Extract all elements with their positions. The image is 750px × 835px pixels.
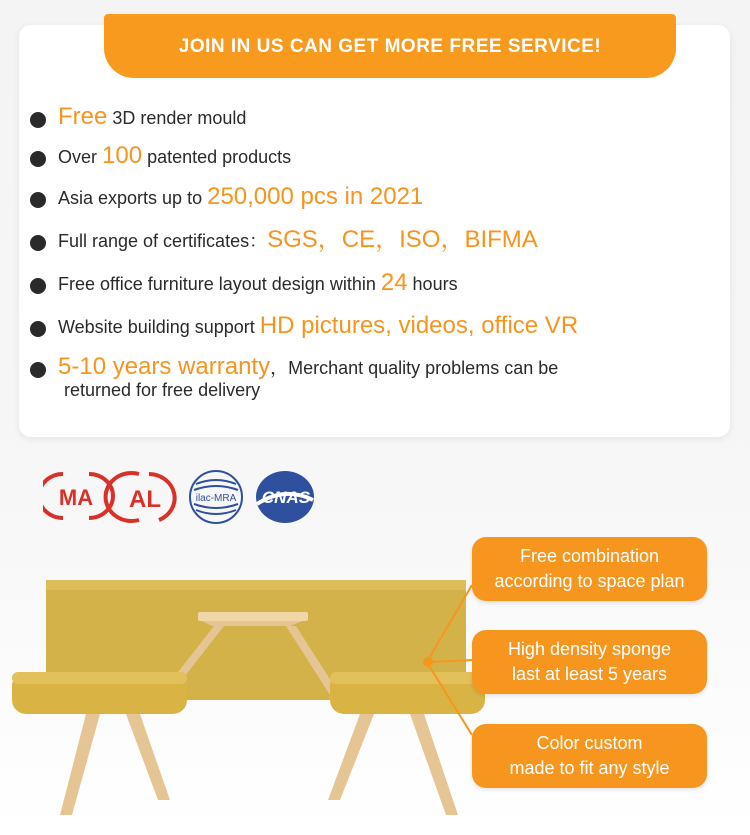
callout-color: Color custom made to fit any style [472, 724, 707, 788]
callout-sponge: High density sponge last at least 5 years [472, 630, 707, 694]
ilac-mra-logo [190, 471, 242, 523]
bullet-icon [30, 151, 46, 167]
bullet-icon [30, 278, 46, 294]
feature-item: Free office furniture layout design within 24 hours [30, 272, 578, 295]
callout-combination: Free combination according to space plan [472, 537, 707, 601]
feature-item: Free 3D render mould [30, 106, 578, 129]
callout-dot [423, 657, 433, 667]
cal-logo [106, 473, 175, 521]
svg-text:CNAS: CNAS [261, 488, 311, 507]
feature-list [30, 100, 578, 401]
side-table [198, 612, 308, 621]
feature-item: 5-10 years warranty，Merchant quality problems can be returned for free delivery [30, 356, 578, 401]
feature-item: Full range of certificates：SGS，CE，ISO，BIFMA [30, 229, 578, 252]
feature-item: Asia exports up to 250,000 pcs in 2021 [30, 186, 578, 209]
certification-logos [43, 470, 333, 526]
cnas-logo [256, 471, 314, 523]
header-title: JOIN IN US CAN GET MORE FREE SERVICE! [178, 36, 602, 57]
svg-text:MA: MA [58, 485, 94, 510]
bullet-icon [30, 362, 46, 378]
bullet-icon [30, 321, 46, 337]
sofa-illustration [0, 560, 750, 835]
svg-text:AL: AL [129, 486, 161, 513]
bullet-icon [30, 192, 46, 208]
bullet-icon [30, 112, 46, 128]
cma-logo [43, 474, 113, 518]
svg-text:ilac-MRA: ilac-MRA [195, 493, 237, 504]
bullet-icon [30, 235, 46, 251]
feature-item: Website building support HD pictures, videos, office VR [30, 315, 578, 338]
feature-item: Over 100 patented products [30, 145, 578, 168]
